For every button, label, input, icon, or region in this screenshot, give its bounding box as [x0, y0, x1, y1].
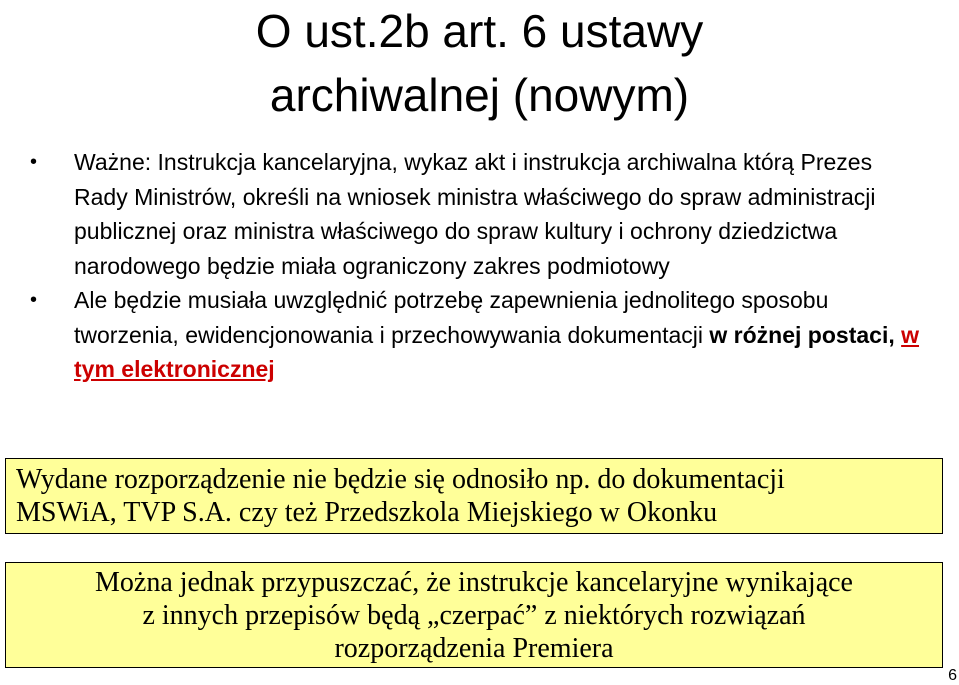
page-number: 6 — [948, 667, 957, 684]
note-box-line-2: z innych przepisów będą „czerpać” z niektórych rozwiązań — [142, 600, 806, 631]
note-box-mswia — [5, 458, 943, 534]
bullet-text-red-emphasis: w tym elektronicznej — [74, 321, 920, 382]
slide-title — [0, 0, 959, 128]
bullet-list — [30, 145, 930, 387]
note-box-line-1: Można jednak przypuszczać, że instrukcje kancelaryjne wynikające — [95, 567, 853, 598]
note-box-line-1: Wydane rozporządzenie nie będzie się odnosiło np. do dokumentacji — [16, 464, 785, 495]
note-box-line-3: rozporządzenia Premiera — [334, 633, 614, 664]
bullet-item — [30, 283, 930, 387]
bullet-text-plain: Ale będzie musiała uwzględnić potrzebę zapewnienia jednolitego sposobu tworzenia, ewidencjonowania i przechowywania dokumentacji — [74, 287, 829, 348]
bullet-item — [30, 145, 930, 283]
slide-title-line-1: O ust.2b art. 6 ustawy — [255, 5, 704, 57]
note-box-conclusion — [5, 562, 943, 668]
bullet-dot-icon: • — [30, 151, 38, 173]
bullet-text-bold: w różnej postaci, — [703, 321, 895, 348]
note-box-line-2: MSWiA, TVP S.A. czy też Przedszkola Miejskiego w Okonku — [16, 497, 718, 528]
bullet-dot-icon: • — [30, 289, 38, 311]
slide-title-line-2: archiwalnej (nowym) — [269, 69, 690, 121]
bullet-text — [74, 283, 930, 387]
bullet-text: Ważne: Instrukcja kancelaryjna, wykaz akt i instrukcja archiwalna którą Prezes Rady Ministrów, określi na wniosek ministra właściwego do spraw administracji publicznej oraz ministra właściwego do spraw kultury i ochrony dziedzictwa narodowego będzie miała ograniczony zakres podmiotowy — [74, 149, 876, 279]
